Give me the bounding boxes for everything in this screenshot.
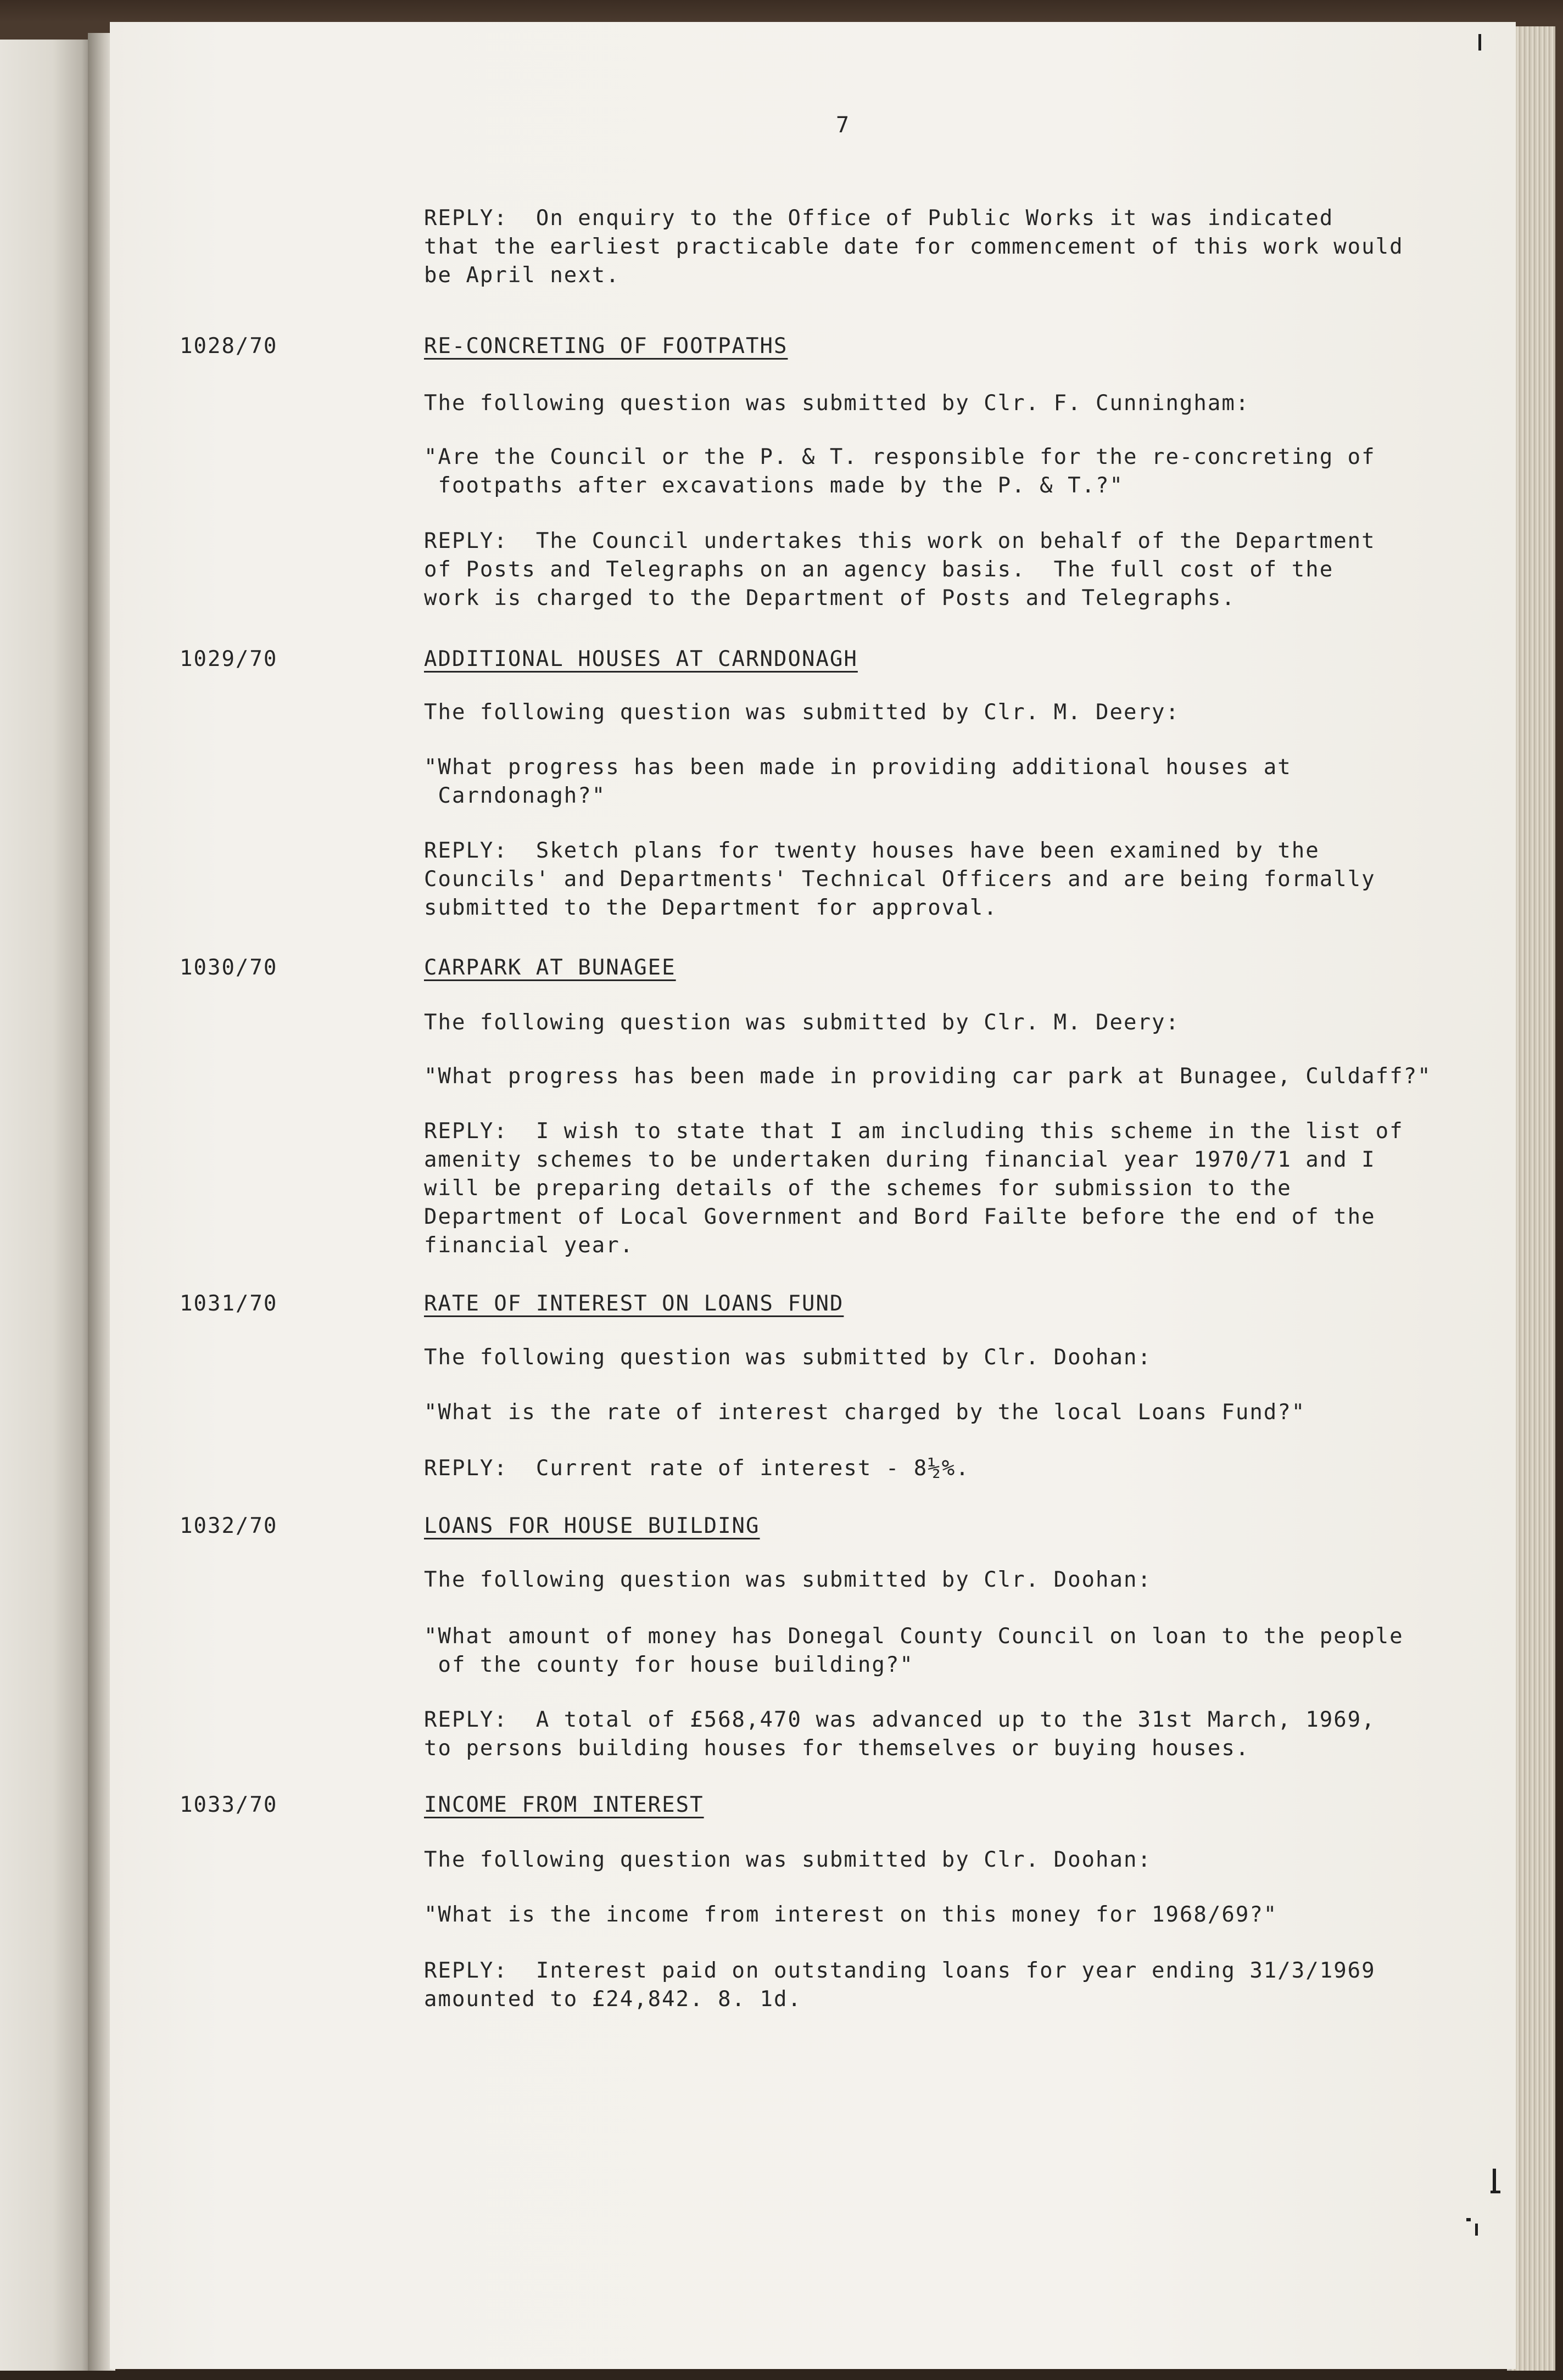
reply-line: will be preparing details of the schemes for submission to the	[424, 1176, 1292, 1201]
reply-line: amenity schemes to be undertaken during financial year 1970/71 and I	[424, 1147, 1376, 1172]
item-number: 1031/70	[180, 1291, 278, 1316]
reply-line: REPLY: A total of £568,470 was advanced up to the 31st March, 1969,	[424, 1707, 1376, 1732]
ink-mark	[1491, 2191, 1500, 2193]
item-title: RATE OF INTEREST ON LOANS FUND	[424, 1291, 844, 1316]
reply-line: REPLY: I wish to state that I am including this scheme in the list of	[424, 1119, 1404, 1144]
reply-line: submitted to the Department for approval.	[424, 895, 998, 920]
question-line: "What amount of money has Donegal County Council on loan to the people	[424, 1624, 1404, 1649]
ink-mark	[1475, 2224, 1478, 2236]
question-line: "What is the income from interest on this money for 1968/69?"	[424, 1902, 1278, 1927]
item-number: 1030/70	[180, 955, 278, 980]
reply-line: work is charged to the Department of Posts and Telegraphs.	[424, 586, 1236, 611]
reply-line: REPLY: Current rate of interest - 8½%.	[424, 1456, 970, 1481]
item-intro: The following question was submitted by Clr. Doohan:	[424, 1345, 1152, 1370]
item-intro: The following question was submitted by Clr. F. Cunningham:	[424, 391, 1250, 416]
reply-line: REPLY: Interest paid on outstanding loans for year ending 31/3/1969	[424, 1958, 1376, 1983]
item-title: CARPARK AT BUNAGEE	[424, 955, 676, 980]
ink-mark	[1466, 2218, 1471, 2221]
item-number: 1029/70	[180, 647, 278, 671]
document-page	[110, 22, 1516, 2369]
question-line: "Are the Council or the P. & T. responsible for the re-concreting of	[424, 445, 1376, 469]
item-number: 1032/70	[180, 1514, 278, 1538]
item-title: RE-CONCRETING OF FOOTPATHS	[424, 334, 788, 359]
item-intro: The following question was submitted by Clr. M. Deery:	[424, 700, 1180, 725]
bottom-shadow	[0, 2371, 1563, 2380]
item-number: 1028/70	[180, 334, 278, 359]
reply-line: be April next.	[424, 263, 620, 288]
reply-line: REPLY: The Council undertakes this work on behalf of the Department	[424, 529, 1376, 553]
item-number: 1033/70	[180, 1793, 278, 1817]
reply-line: of Posts and Telegraphs on an agency basis. The full cost of the	[424, 557, 1334, 582]
page-number: 7	[836, 113, 851, 138]
ink-mark	[1478, 34, 1481, 51]
item-title: LOANS FOR HOUSE BUILDING	[424, 1514, 760, 1538]
item-intro: The following question was submitted by Clr. Doohan:	[424, 1847, 1152, 1872]
item-intro: The following question was submitted by Clr. M. Deery:	[424, 1010, 1180, 1035]
item-title: INCOME FROM INTEREST	[424, 1793, 704, 1817]
reply-line: Councils' and Departments' Technical Officers and are being formally	[424, 867, 1376, 892]
question-line: "What progress has been made in providing car park at Bunagee, Culdaff?"	[424, 1064, 1432, 1089]
item-title: ADDITIONAL HOUSES AT CARNDONAGH	[424, 647, 858, 671]
question-line: of the county for house building?"	[424, 1653, 914, 1677]
reply-line: that the earliest practicable date for commencement of this work would	[424, 234, 1404, 259]
reply-line: Department of Local Government and Bord Failte before the end of the	[424, 1205, 1376, 1229]
reply-line: financial year.	[424, 1233, 634, 1258]
reply-line: REPLY: On enquiry to the Office of Public Works it was indicated	[424, 206, 1334, 231]
reply-line: to persons building houses for themselves or buying houses.	[424, 1736, 1250, 1761]
question-line: "What progress has been made in providing additional houses at	[424, 755, 1292, 780]
reply-line: REPLY: Sketch plans for twenty houses have been examined by the	[424, 838, 1320, 863]
question-line: Carndonagh?"	[424, 783, 606, 808]
question-line: footpaths after excavations made by the P. & T.?"	[424, 473, 1124, 498]
reply-line: amounted to £24,842. 8. 1d.	[424, 1987, 802, 2012]
page-stack-edge	[1511, 26, 1555, 2380]
question-line: "What is the rate of interest charged by the local Loans Fund?"	[424, 1400, 1306, 1425]
facing-page-edge	[0, 40, 96, 2380]
ink-mark	[1493, 2169, 1496, 2193]
item-intro: The following question was submitted by Clr. Doohan:	[424, 1567, 1152, 1592]
